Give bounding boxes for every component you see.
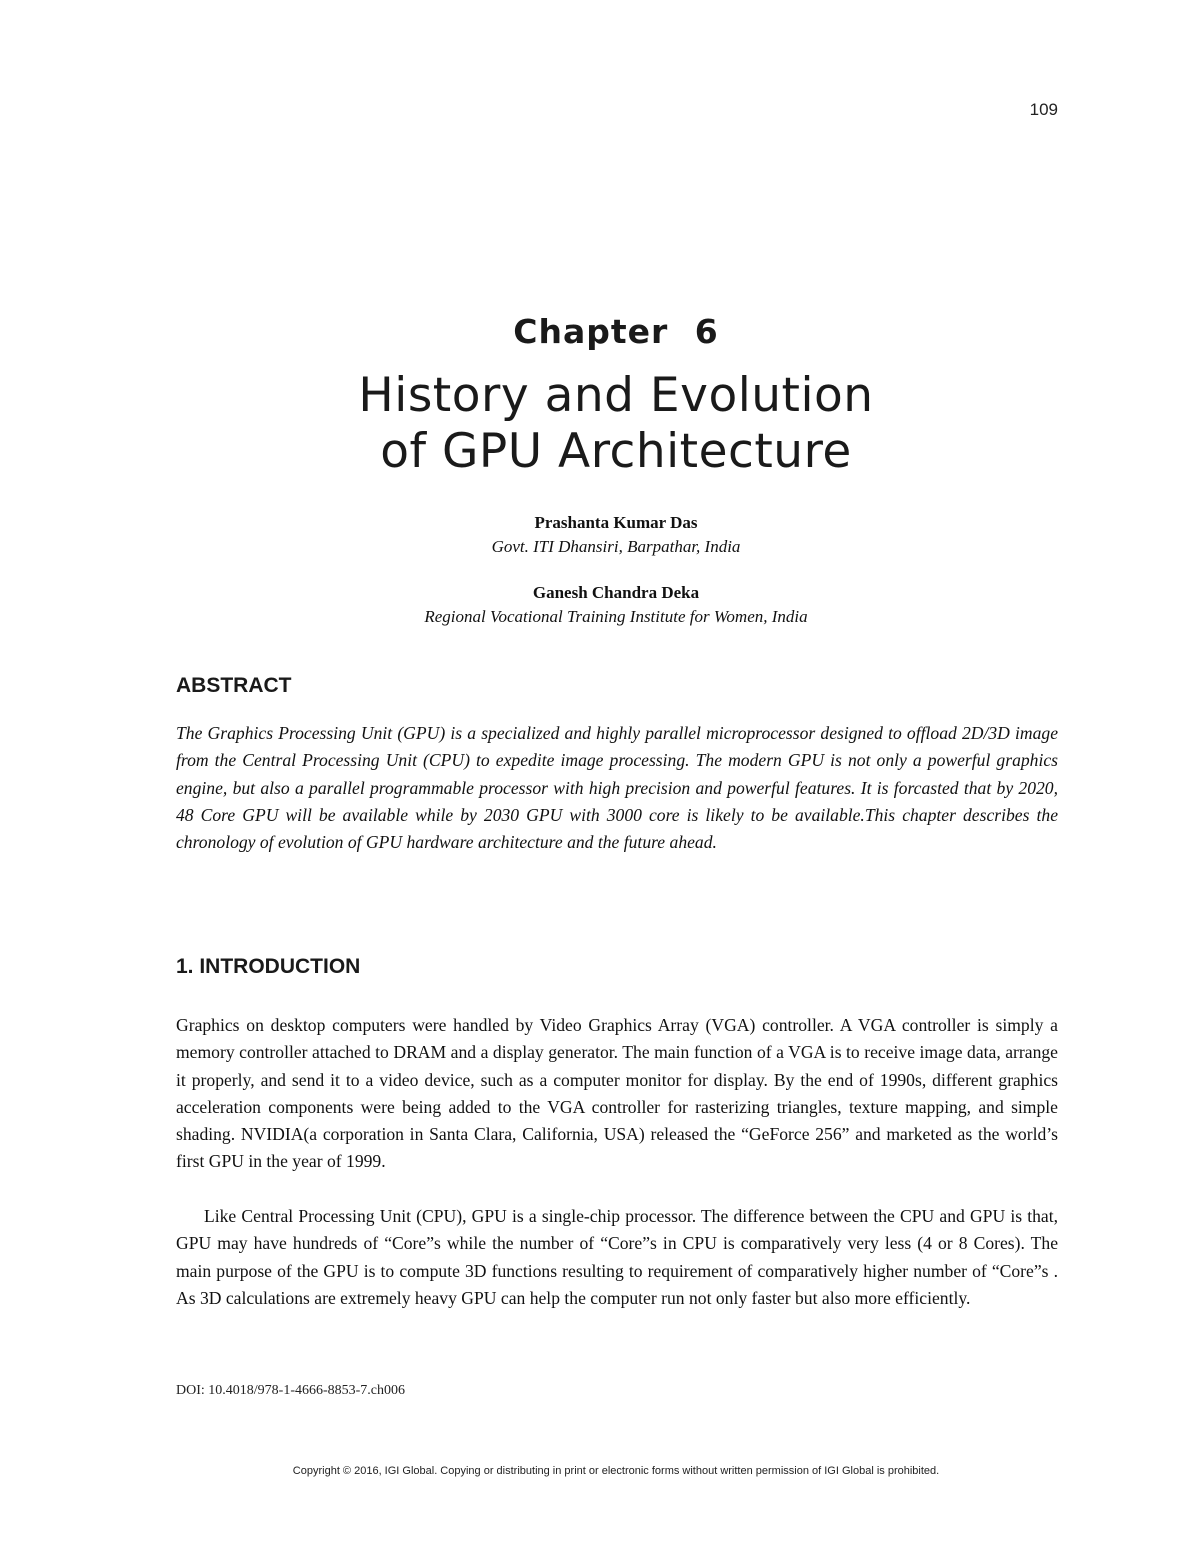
abstract-heading: ABSTRACT [176,674,292,697]
introduction-paragraph-2: Like Central Processing Unit (CPU), GPU is a single-chip processor. The difference between the CPU and GPU is that, GPU may have hundreds of “Core”s while the number of “Core”s in CPU is comparatively very less (4 or 8 Cores). The main purpose of the GPU is to compute 3D functions resulting to requirement of comparatively higher number of “Core”s . As 3D calculations are extremely heavy GPU can help the computer run not only faster but also more efficiently. [176,1206,1058,1308]
author-name: Ganesh Chandra Deka [532,583,700,602]
introduction-paragraph-1: Graphics on desktop computers were handled by Video Graphics Array (VGA) controller. A VGA controller is simply a memory controller attached to DRAM and a display generator. The main function of a VGA is to receive image data, arrange it properly, and send it to a video device, such as a computer monitor for display. By the end of 1990s, different graphics acceleration components were being added to the VGA controller for rasterizing triangles, texture mapping, and simple shading. NVIDIA(a corporation in Santa Clara, California, USA) released the “GeForce 256” and marketed as the world’s first GPU in the year of 1999. [176,1015,1058,1172]
abstract-text: The Graphics Processing Unit (GPU) is a specialized and highly parallel microprocessor designed to offload 2D/3D image from the Central Processing Unit (CPU) to expedite image processing. The modern GPU is not only a powerful graphics engine, but also a parallel programmable processor with high precision and powerful features. It is forcasted that by 2020, 48 Core GPU will be available while by 2030 GPU with 3000 core is likely to be available.This chapter describes the chronology of evolution of GPU hardware architecture and the future ahead. [176,723,1058,853]
chapter-label: Chapter 6 [513,312,719,351]
doi-line: DOI: 10.4018/978-1-4666-8853-7.ch006 [176,1383,406,1398]
chapter-title-line-1: History and Evolution [358,368,874,423]
introduction-heading: 1. INTRODUCTION [176,955,361,978]
chapter-title [0,368,1200,480]
author-name: Prashanta Kumar Das [534,513,698,532]
copyright-notice: Copyright © 2016, IGI Global. Copying or distributing in print or electronic forms without written permission of IGI Global is prohibited. [292,1465,940,1477]
author-block-1 [0,511,1200,559]
author-block-2 [0,581,1200,629]
chapter-title-line-2: of GPU Architecture [380,424,852,479]
page-number: 109 [1029,100,1058,119]
author-affiliation: Govt. ITI Dhansiri, Barpathar, India [491,537,741,556]
author-affiliation: Regional Vocational Training Institute for Women, India [424,607,808,626]
